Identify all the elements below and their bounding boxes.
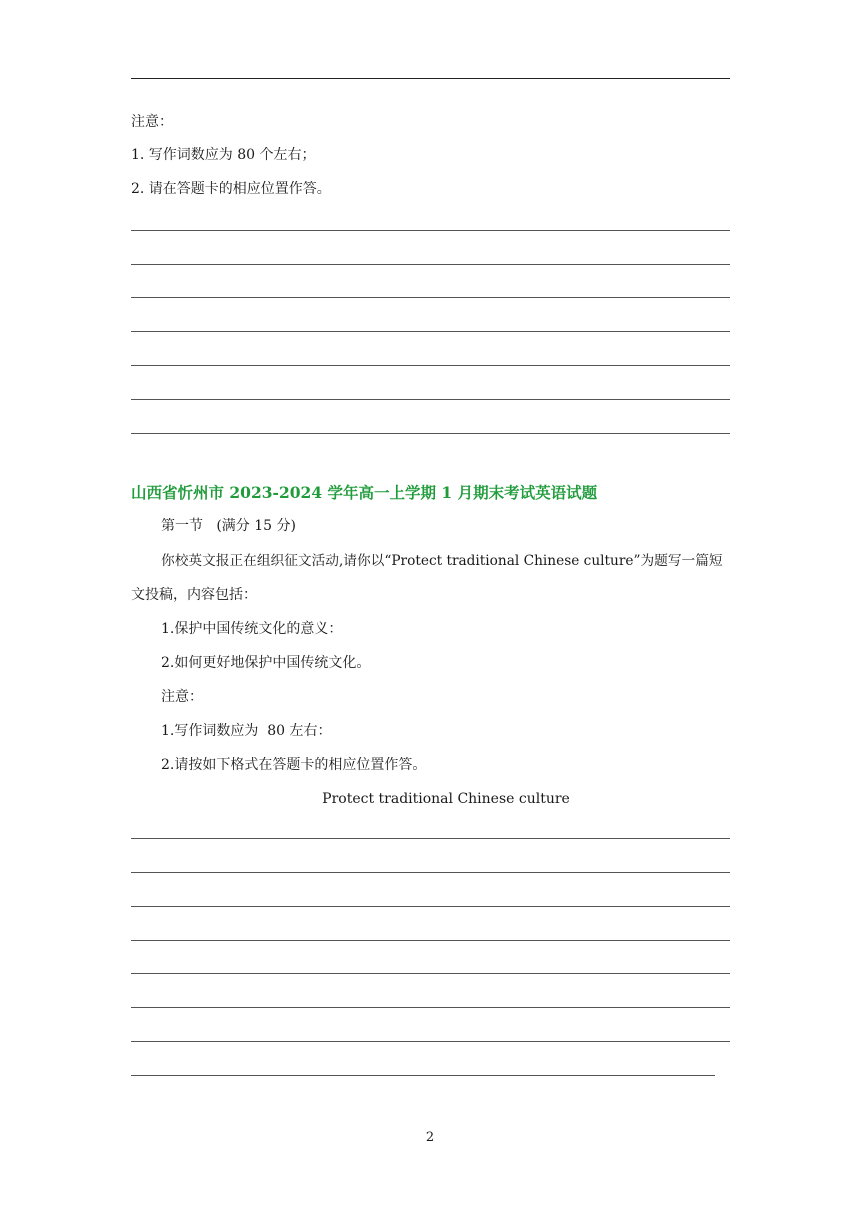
answer-line <box>131 1007 730 1008</box>
prompt-line-1: 你校英文报正在组织征文活动,请你以“Protect traditional Chinese culture”为题写一篇短 <box>161 553 723 569</box>
exam-title: 山西省忻州市 2023-2024 学年高一上学期 1 月期末考试英语试题 <box>131 483 598 502</box>
answer-line <box>131 1041 730 1042</box>
note-2-item-1: 1.写作词数应为 80 左右： <box>161 723 332 739</box>
part-label: 第一节 (满分 15 分) <box>161 518 296 534</box>
notes-heading: 注意： <box>131 114 173 130</box>
answer-line <box>131 297 730 298</box>
answer-line <box>131 906 730 907</box>
prompt-line-2: 文投稿，内容包括： <box>131 587 257 603</box>
answer-line <box>131 838 730 839</box>
answer-line <box>131 940 730 941</box>
answer-line <box>131 264 730 265</box>
content-point-1: 1.保护中国传统文化的意义： <box>161 621 343 637</box>
answer-line <box>131 331 730 332</box>
note-item-1: 1. 写作词数应为 80 个左右； <box>131 147 316 163</box>
answer-line <box>131 399 730 400</box>
page-number: 2 <box>425 1130 435 1145</box>
content-point-2: 2.如何更好地保护中国传统文化。 <box>161 655 371 671</box>
answer-line <box>131 872 730 873</box>
note-item-2: 2. 请在答题卡的相应位置作答。 <box>131 181 331 197</box>
answer-line <box>131 365 730 366</box>
answer-line <box>131 230 730 231</box>
answer-line <box>131 1075 715 1076</box>
notes-heading-2: 注意： <box>161 689 203 705</box>
answer-line <box>131 433 730 434</box>
essay-title: Protect traditional Chinese culture <box>322 791 570 807</box>
answer-line <box>131 973 730 974</box>
note-2-item-2: 2.请按如下格式在答题卡的相应位置作答。 <box>161 757 427 773</box>
header-rule <box>131 78 730 79</box>
